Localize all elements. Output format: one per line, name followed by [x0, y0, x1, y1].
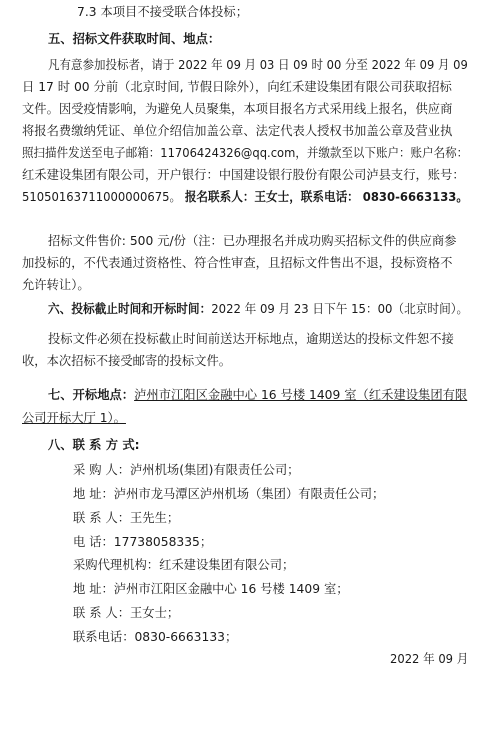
- purchaser-contact: 联 系 人：王先生；: [73, 511, 180, 525]
- section-5-line-6: 红禾建设集团有限公司，开户银行：中国建设银行股份有限公司泸县支行，账号：: [22, 168, 465, 182]
- agency-phone: 联系电话：0830-6663133；: [73, 630, 238, 644]
- section-6-line-3: 收，本次招标不接受邮寄的投标文件。: [22, 354, 232, 368]
- agency-name: 采购代理机构：红禾建设集团有限公司；: [73, 558, 295, 572]
- section-5-line-3: 文件。因受疫情影响，为避免人员聚集，本项目报名方式采用线上报名，供应商: [22, 102, 453, 116]
- registration-contact: 报名联系人：王女士，联系电话： 0830-6663133。: [184, 190, 468, 204]
- section-5-line-1: 凡有意参加投标者，请于 2022 年 09 月 03 日 09 时 00 分至 2022 年 09 月 09: [48, 58, 468, 72]
- section-5-line-7: [22, 189, 468, 205]
- section-7-line-2: 公司开标大厅 1）。: [22, 411, 126, 425]
- section-5-line-5: 照扫描件发送至电子邮箱：11706424326@qq.com，并缴款至以下账户：账户名称：: [22, 146, 469, 160]
- section-5-heading: 五、招标文件获取时间、地点：: [48, 32, 221, 46]
- section-7-heading: 七、开标地点：: [48, 388, 135, 402]
- section-7-line-1: [48, 387, 467, 403]
- purchaser-name: 采 购 人：泸州机场(集团)有限责任公司；: [73, 463, 300, 477]
- agency-contact: 联 系 人：王女士；: [73, 606, 180, 620]
- clause-7-3: 7.3 本项目不接受联合体投标；: [77, 5, 249, 19]
- document-date: 2022 年 09 月: [390, 652, 469, 666]
- price-line-1: 招标文件售价: 500 元/份（注：已办理报名并成功购买招标文件的供应商参: [48, 234, 457, 248]
- section-6-line: [48, 301, 468, 317]
- section-6-time: 2022 年 09 月 23 日下午 15：00（北京时间）。: [211, 302, 469, 316]
- price-line-3: 允许转让）。: [22, 278, 90, 292]
- section-6-line-2: 投标文件必须在投标截止时间前送达开标地点，逾期送达的投标文件恕不接: [48, 332, 454, 346]
- price-line-2: 加投标的，不代表通过资格性、符合性审查，且招标文件售出不退，投标资格不: [22, 256, 453, 270]
- section-7-location: 泸州市江阳区金融中心 16 号楼 1409 室（红禾建设集团有限: [134, 388, 468, 402]
- section-5-line-2: 日 17 时 00 分前（北京时间, 节假日除外），向红禾建设集团有限公司获取招标: [22, 80, 452, 94]
- purchaser-phone: 电 话：17738058335；: [73, 535, 213, 549]
- purchaser-address: 地 址：泸州市龙马潭区泸州机场（集团）有限责任公司；: [73, 487, 385, 501]
- section-6-heading: 六、投标截止时间和开标时间：: [48, 302, 212, 316]
- account-number: 51050163711000000675。: [22, 190, 182, 204]
- section-8-heading: 八、联 系 方 式:: [48, 438, 140, 452]
- section-5-line-4: 将报名费缴纳凭证、单位介绍信加盖公章、法定代表人授权书加盖公章及营业执: [22, 124, 453, 138]
- agency-address: 地 址：泸州市江阳区金融中心 16 号楼 1409 室；: [73, 582, 349, 596]
